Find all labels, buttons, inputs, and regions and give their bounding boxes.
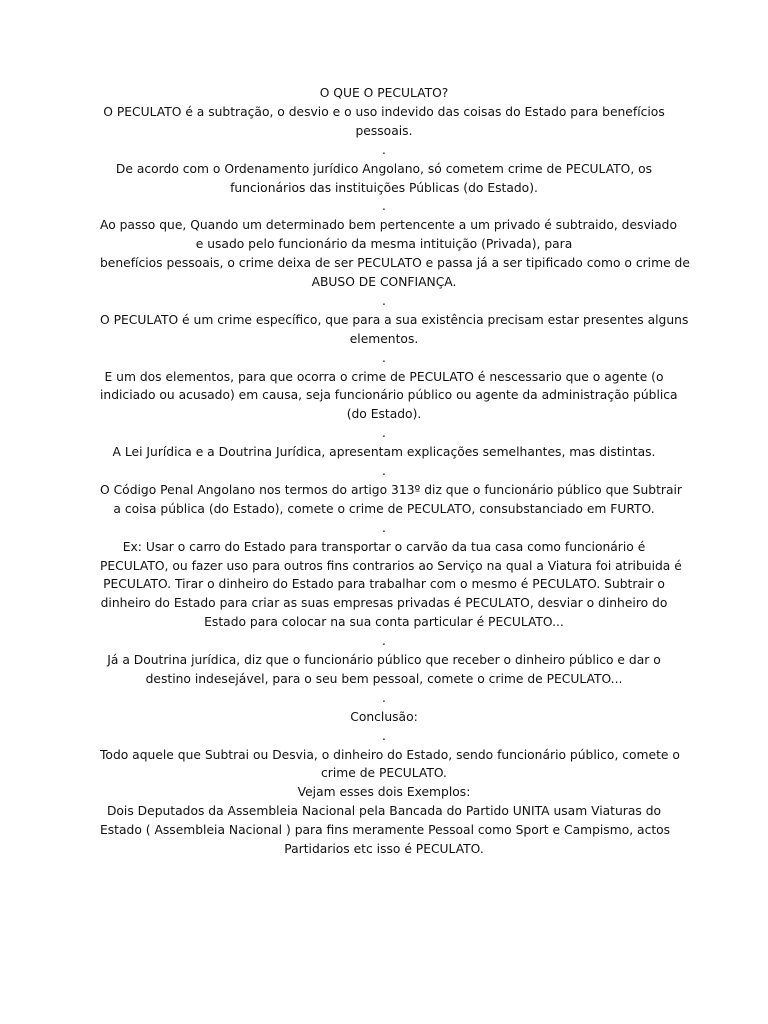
separator-dot: . [382,293,386,308]
text-line: O PECULATO é a subtração, o desvio e o uso indevido das coisas do Estado para benefícios [103,104,665,119]
text-line: ABUSO DE CONFIANÇA. [311,275,457,290]
text-line: benefícios pessoais, o crime deixa de ser PECULATO e passa já a ser tipificado como o crime de [100,256,690,271]
paragraph-codigo-penal [100,481,682,519]
separator-dot: . [382,350,386,365]
text-line: elementos. [349,331,419,346]
title-line: O QUE O PECULATO? [319,86,449,100]
text-line: Partidarios etc isso é PECULATO. [284,842,484,857]
text-line: O Código Penal Angolano nos termos do artigo 313º diz que o funcionário público que Subtrair [100,482,682,497]
text-line: O PECULATO é um crime específico, que para a sua existência precisam estar presentes alguns [100,312,689,327]
text-line: E um dos elementos, para que ocorra o crime de PECULATO é nescessario que o agente (o [104,369,664,384]
conclusion-heading [100,708,668,727]
text-line: destino indesejável, para o seu bem pessoal, comete o crime de PECULATO... [145,671,623,686]
text-line: Estado ( Assembleia Nacional ) para fins meramente Pessoal como Sport e Campismo, actos [100,823,671,838]
text-line: Dois Deputados da Assembleia Nacional pela Bancada do Partido UNITA usam Viaturas do [106,804,662,819]
text-line: Já a Doutrina jurídica, diz que o funcionário público que receber o dinheiro público e dar o [107,653,661,668]
examples-label: Vejam esses dois Exemplos: [297,785,471,800]
separator-dot: . [382,199,386,214]
separator-dot: . [382,464,386,479]
document-title [100,84,668,103]
paragraph-crime-especifico [100,311,689,349]
text-line: funcionários das instituições Públicas (do Estado). [230,180,538,195]
separator-dot: . [382,634,386,649]
text-line: a coisa pública (do Estado), comete o crime de PECULATO, consubstanciado em FURTO. [113,501,655,516]
paragraph-lei-doutrina [100,443,668,462]
text-line: Ex: Usar o carro do Estado para transportar o carvão da tua casa como funcionário é [122,539,646,554]
paragraph-elementos [100,368,678,425]
separator-dot: . [382,142,386,157]
document-page [100,84,690,859]
text-line: pessoais. [355,123,413,138]
text-line: Estado para colocar na sua conta particular é PECULATO... [204,615,564,630]
text-line: (do Estado). [346,407,422,422]
paragraph-definition [100,103,668,141]
text-line: indiciado ou acusado) em causa, seja funcionário público ou agente da administração pública [100,388,678,403]
paragraph-ordenamento [100,160,668,198]
text-line: Todo aquele que Subtrai ou Desvia, o dinheiro do Estado, sendo funcionário público, comete o [100,747,680,762]
separator-dot: . [382,426,386,441]
paragraph-exemplo [100,538,682,633]
text-line: Ao passo que, Quando um determinado bem pertencente a um privado é subtraido, desviado [100,218,678,233]
text-line: crime de PECULATO. [321,766,447,781]
separator-dot: . [382,728,386,743]
text-line: PECULATO. Tirar o dinheiro do Estado para trabalhar com o mesmo é PECULATO. Subtrair o [103,577,665,592]
text-line: dinheiro do Estado para criar as suas empresas privadas é PECULATO, desviar o dinheiro do [100,596,668,611]
paragraph-conclusao [100,746,680,859]
text-line: De acordo com o Ordenamento jurídico Angolano, só cometem crime de PECULATO, os [115,161,653,176]
text-line: PECULATO, ou fazer uso para outros fins contrarios ao Serviço na qual a Viatura foi atribuida é [100,558,682,573]
separator-dot: . [382,520,386,535]
paragraph-doutrina [100,651,668,689]
conclusion-label: Conclusão: [350,709,418,724]
text-line: e usado pelo funcionário da mesma intituição (Privada), para [195,237,573,252]
separator-dot: . [382,690,386,705]
paragraph-abuso-confianca [100,216,690,292]
text-line: A Lei Jurídica e a Doutrina Jurídica, apresentam explicações semelhantes, mas distintas. [112,445,656,460]
